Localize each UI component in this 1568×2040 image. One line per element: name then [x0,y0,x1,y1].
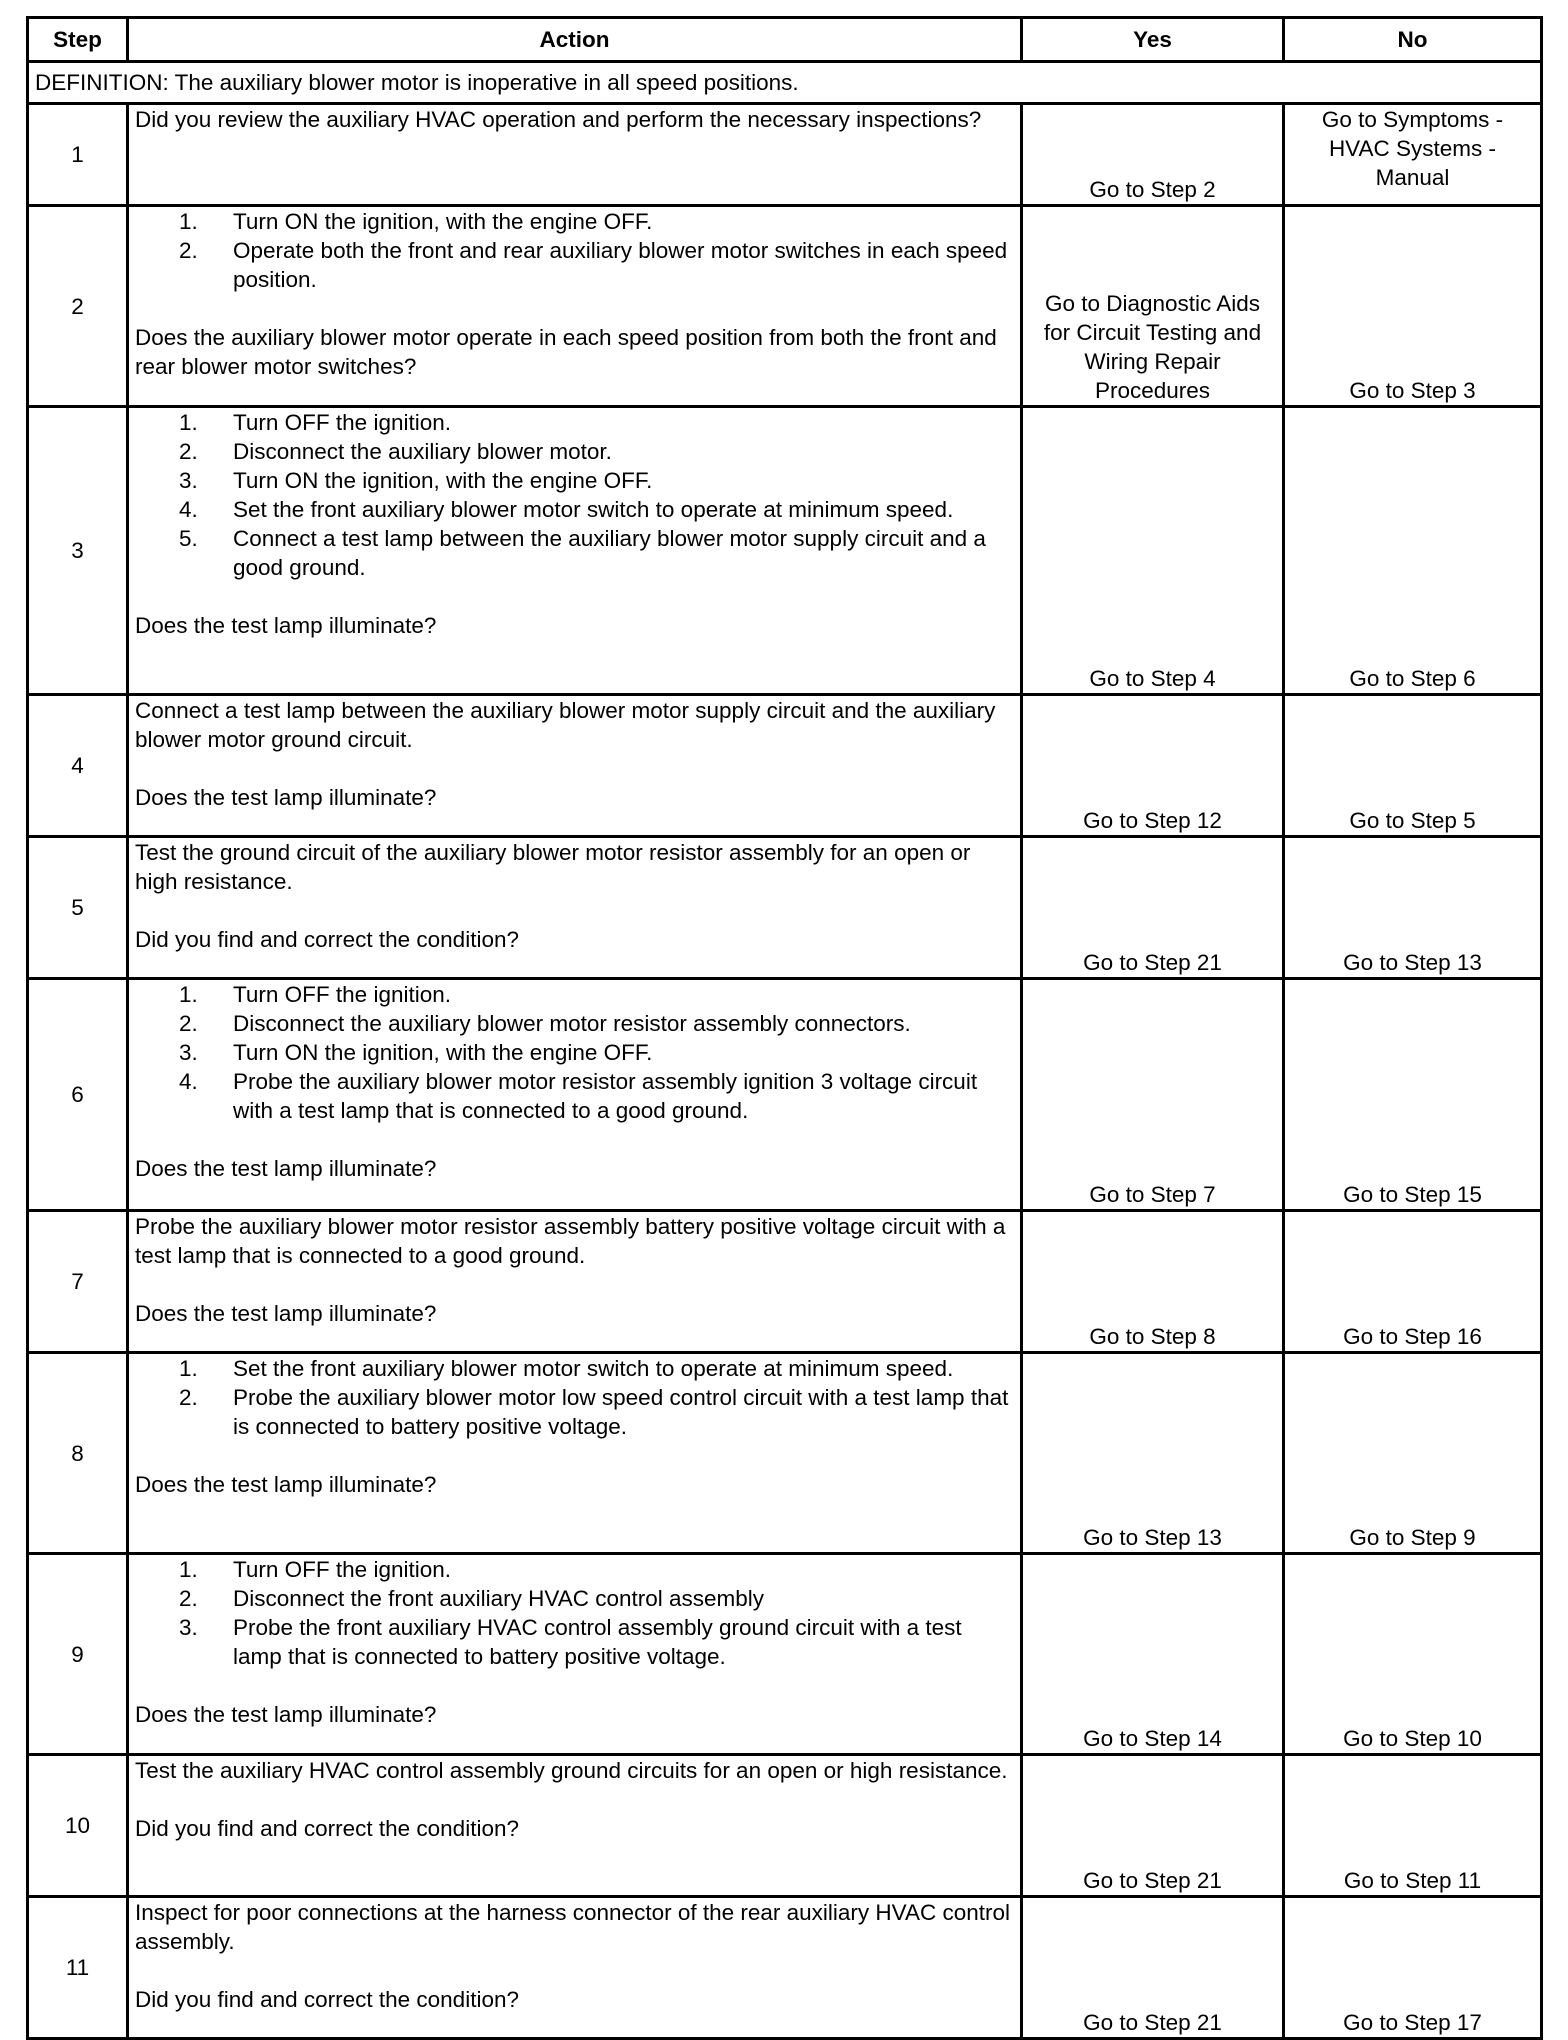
action-intro: Test the auxiliary HVAC control assembly ground circuits for an open or high resistance. [135,1758,1008,1783]
action-step-number: 3. [179,1615,198,1640]
action-step-item [135,437,1014,466]
action-step-text: Set the front auxiliary blower motor switch to operate at minimum speed. [233,1356,954,1381]
no-result: Go to Step 17 [1284,1897,1542,2039]
action-question: Does the auxiliary blower motor operate in each speed position from both the front and rear blower motor switches? [135,325,997,379]
action-step-item [135,980,1014,1009]
action-intro: Did you review the auxiliary HVAC operation and perform the necessary inspections? [135,107,982,132]
step-number: 9 [28,1554,128,1755]
action-cell [128,979,1022,1211]
definition-row [28,62,1542,104]
step-number: 7 [28,1211,128,1353]
action-step-item [135,1354,1014,1383]
action-step-text: Turn ON the ignition, with the engine OFF. [233,468,653,493]
action-step-text: Set the front auxiliary blower motor switch to operate at minimum speed. [233,497,954,522]
action-question: Does the test lamp illuminate? [135,1702,437,1727]
step-number: 3 [28,407,128,695]
action-cell [128,206,1022,407]
action-question: Did you find and correct the condition? [135,1816,519,1841]
action-step-text: Probe the auxiliary blower motor resistor assembly ignition 3 voltage circuit with a test lamp that is connected to a good ground. [233,1069,978,1123]
table-row [28,407,1542,695]
table-row [28,206,1542,407]
table-row [28,979,1542,1211]
action-step-number: 2. [179,1385,198,1410]
no-result: Go to Step 10 [1284,1554,1542,1755]
action-steps-list [135,980,1014,1125]
spacer [135,294,1014,323]
yes-result: Go to Step 12 [1022,695,1284,837]
action-step-item [135,1613,1014,1671]
action-question: Did you find and correct the condition? [135,927,519,952]
yes-result: Go to Step 21 [1022,1755,1284,1897]
step-number: 4 [28,695,128,837]
action-step-number: 5. [179,526,198,551]
no-result: Go to Step 16 [1284,1211,1542,1353]
table-row [28,1211,1542,1353]
spacer [135,1956,1014,1985]
action-steps-list [135,1354,1014,1441]
action-step-number: 1. [179,1557,198,1582]
action-question: Does the test lamp illuminate? [135,1472,437,1497]
action-steps-list [135,408,1014,582]
header-action: Action [128,18,1022,62]
action-step-number: 2. [179,1586,198,1611]
action-cell [128,1897,1022,2039]
spacer [135,582,1014,611]
action-step-item [135,1067,1014,1125]
action-steps-list [135,207,1014,294]
table-row [28,837,1542,979]
action-cell [128,1211,1022,1353]
action-step-text: Turn OFF the ignition. [233,410,452,435]
no-result: Go to Step 13 [1284,837,1542,979]
action-cell [128,407,1022,695]
yes-result: Go to Step 21 [1022,837,1284,979]
spacer [135,1270,1014,1299]
action-step-number: 4. [179,497,198,522]
step-number: 10 [28,1755,128,1897]
action-question: Does the test lamp illuminate? [135,1156,437,1181]
spacer [135,1441,1014,1470]
no-result: Go to Step 11 [1284,1755,1542,1897]
action-question: Does the test lamp illuminate? [135,1301,437,1326]
action-step-number: 2. [179,439,198,464]
yes-result: Go to Step 4 [1022,407,1284,695]
definition-text: DEFINITION: The auxiliary blower motor is inoperative in all speed positions. [28,62,1542,104]
yes-result: Go to Diagnostic Aids for Circuit Testing and Wiring Repair Procedures [1022,206,1284,407]
action-step-number: 2. [179,1011,198,1036]
header-step: Step [28,18,128,62]
action-step-number: 1. [179,209,198,234]
action-step-item [135,408,1014,437]
action-step-number: 1. [179,1356,198,1381]
no-result: Go to Step 5 [1284,695,1542,837]
action-cell [128,1554,1022,1755]
action-step-text: Disconnect the front auxiliary HVAC control assembly [233,1586,765,1611]
action-question: Did you find and correct the condition? [135,1987,519,2012]
action-step-number: 1. [179,410,198,435]
step-number: 6 [28,979,128,1211]
action-step-text: Connect a test lamp between the auxiliary blower motor supply circuit and a good ground. [233,526,986,580]
action-step-text: Turn OFF the ignition. [233,982,452,1007]
no-result: Go to Symptoms - HVAC Systems - Manual [1284,104,1542,206]
table-row [28,695,1542,837]
action-cell [128,104,1022,206]
action-intro: Inspect for poor connections at the harness connector of the rear auxiliary HVAC control assembly. [135,1900,1011,1954]
spacer [135,754,1014,783]
action-steps-list [135,1555,1014,1671]
yes-result: Go to Step 13 [1022,1353,1284,1554]
action-step-item [135,524,1014,582]
action-cell [128,695,1022,837]
action-step-item [135,466,1014,495]
yes-result: Go to Step 2 [1022,104,1284,206]
action-step-text: Probe the auxiliary blower motor low speed control circuit with a test lamp that is connected to battery positive voltage. [233,1385,1009,1439]
spacer [135,1671,1014,1700]
action-step-item [135,207,1014,236]
header-no: No [1284,18,1542,62]
action-step-number: 3. [179,1040,198,1065]
action-step-item [135,1009,1014,1038]
action-intro: Test the ground circuit of the auxiliary blower motor resistor assembly for an open or high resistance. [135,840,971,894]
action-step-item [135,1383,1014,1441]
action-step-text: Turn OFF the ignition. [233,1557,452,1582]
step-number: 5 [28,837,128,979]
yes-result: Go to Step 7 [1022,979,1284,1211]
action-question: Does the test lamp illuminate? [135,785,437,810]
no-result: Go to Step 9 [1284,1353,1542,1554]
action-step-item [135,495,1014,524]
header-yes: Yes [1022,18,1284,62]
action-step-item [135,1584,1014,1613]
action-step-text: Disconnect the auxiliary blower motor. [233,439,612,464]
action-question: Does the test lamp illuminate? [135,613,437,638]
step-number: 1 [28,104,128,206]
table-row [28,1755,1542,1897]
action-step-number: 4. [179,1069,198,1094]
spacer [135,1125,1014,1154]
action-step-text: Operate both the front and rear auxiliary blower motor switches in each speed position. [233,238,1008,292]
table-row [28,1353,1542,1554]
spacer [135,1785,1014,1814]
action-cell [128,1755,1022,1897]
action-step-item [135,236,1014,294]
no-result: Go to Step 15 [1284,979,1542,1211]
diagnostic-table [26,16,1543,2040]
action-step-item [135,1555,1014,1584]
header-row [28,18,1542,62]
yes-result: Go to Step 14 [1022,1554,1284,1755]
no-result: Go to Step 6 [1284,407,1542,695]
action-step-number: 3. [179,468,198,493]
action-step-text: Turn ON the ignition, with the engine OFF. [233,1040,653,1065]
action-intro: Probe the auxiliary blower motor resistor assembly battery positive voltage circuit with a test lamp that is connected to a good ground. [135,1214,1006,1268]
table-row [28,1897,1542,2039]
action-step-number: 1. [179,982,198,1007]
action-step-item [135,1038,1014,1067]
spacer [135,896,1014,925]
no-result: Go to Step 3 [1284,206,1542,407]
action-step-text: Disconnect the auxiliary blower motor resistor assembly connectors. [233,1011,911,1036]
yes-result: Go to Step 21 [1022,1897,1284,2039]
action-intro: Connect a test lamp between the auxiliary blower motor supply circuit and the auxiliary blower motor ground circuit. [135,698,996,752]
action-cell [128,1353,1022,1554]
action-step-text: Turn ON the ignition, with the engine OFF. [233,209,653,234]
yes-result: Go to Step 8 [1022,1211,1284,1353]
step-number: 8 [28,1353,128,1554]
action-step-number: 2. [179,238,198,263]
table-row [28,1554,1542,1755]
action-step-text: Probe the front auxiliary HVAC control assembly ground circuit with a test lamp that is connected to battery positive voltage. [233,1615,962,1669]
step-number: 11 [28,1897,128,2039]
step-number: 2 [28,206,128,407]
table-row [28,104,1542,206]
action-cell [128,837,1022,979]
